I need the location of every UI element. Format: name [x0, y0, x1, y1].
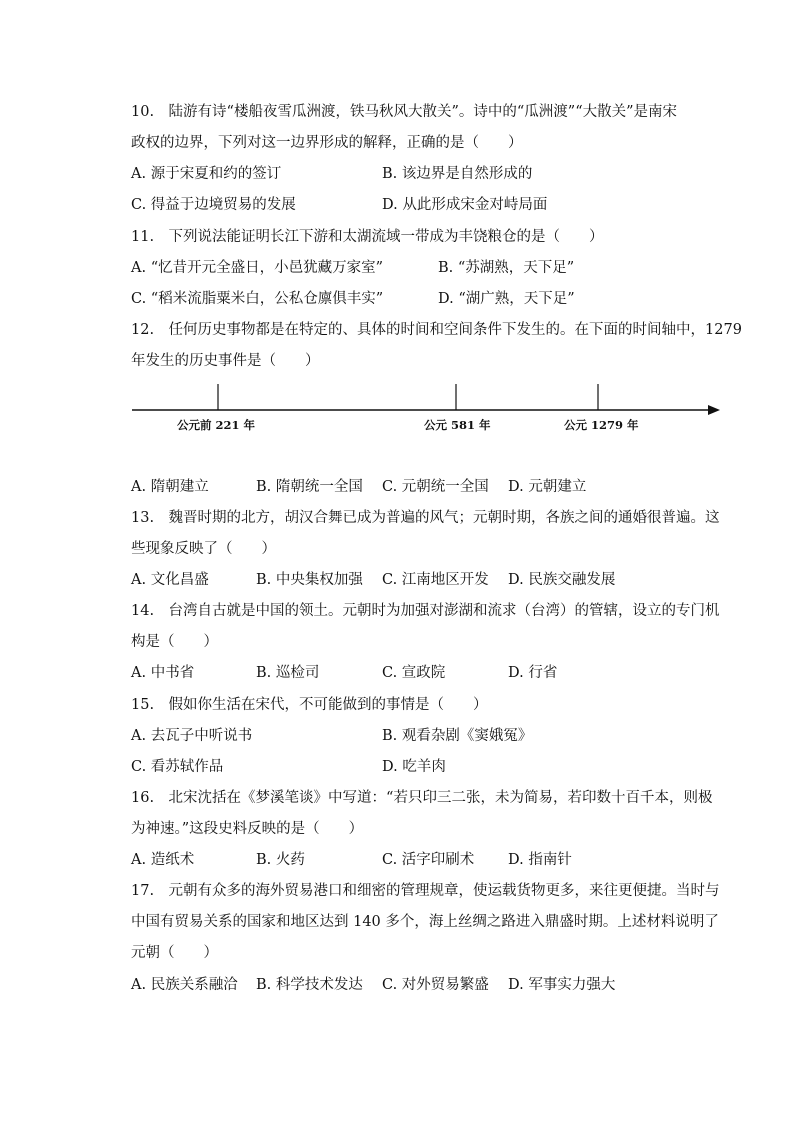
question-15-option-a: A. 去瓦子中听说书	[131, 728, 253, 744]
question-10-line-1: 10. 陆游有诗“楼船夜雪瓜洲渡，铁马秋风大散关”。诗中的“瓜洲渡”“大散关”是南宋	[131, 104, 678, 120]
question-16-option-d: D. 指南针	[508, 852, 572, 868]
question-16-option-c: C. 活字印刷术	[382, 852, 475, 868]
question-14-option-b: B. 巡检司	[256, 665, 320, 681]
question-12-line-1: 12. 任何历史事物都是在特定的、具体的时间和空间条件下发生的。在下面的时间轴中，1279	[131, 322, 742, 338]
question-10-option-a: A. 源于宋夏和约的签订	[131, 166, 282, 182]
question-16-line-1: 16. 北宋沈括在《梦溪笔谈》中写道：“若只印三二张，未为简易，若印数十百千本，则极	[131, 790, 713, 806]
question-17-option-d: D. 军事实力强大	[508, 977, 616, 993]
question-11-option-c: C. “稻米流脂粟米白，公私仓廪俱丰实”	[131, 291, 384, 307]
question-16-option-a: A. 造纸术	[131, 852, 195, 868]
question-11-option-d: D. “湖广熟，天下足”	[438, 291, 575, 307]
question-12-line-2: 年发生的历史事件是（ ）	[131, 353, 320, 369]
question-16-option-b: B. 火药	[256, 852, 305, 868]
timeline-label-2: 公元 581 年	[424, 418, 491, 432]
question-14-line-1: 14. 台湾自古就是中国的领土。元朝时为加强对澎湖和流求（台湾）的管辖，设立的专门机	[131, 603, 720, 619]
timeline-arrow-icon	[708, 405, 720, 415]
question-10-option-c: C. 得益于边境贸易的发展	[131, 197, 296, 213]
question-15-option-d: D. 吃羊肉	[382, 759, 446, 775]
question-13-line-2: 些现象反映了（ ）	[131, 541, 276, 557]
question-15-option-c: C. 看苏轼作品	[131, 759, 224, 775]
timeline-label-1: 公元前 221 年	[177, 418, 256, 432]
question-15-option-b: B. 观看杂剧《窦娥冤》	[382, 728, 533, 744]
timeline-label-3: 公元 1279 年	[564, 418, 639, 432]
question-17-option-a: A. 民族关系融洽	[131, 977, 238, 993]
question-10-line-2: 政权的边界，下列对这一边界形成的解释，正确的是（ ）	[131, 135, 523, 151]
question-17-line-2: 中国有贸易关系的国家和地区达到 140 多个，海上丝绸之路进入鼎盛时期。上述材料说明了	[131, 914, 719, 930]
question-15-line-1: 15. 假如你生活在宋代，不可能做到的事情是（ ）	[131, 697, 488, 713]
question-14-option-c: C. 宣政院	[382, 665, 446, 681]
question-17-line-1: 17. 元朝有众多的海外贸易港口和细密的管理规章，使运载货物更多，来往更便捷。当时与	[131, 883, 720, 899]
question-14-option-d: D. 行省	[508, 665, 558, 681]
question-13-option-c: C. 江南地区开发	[382, 572, 489, 588]
question-13-option-a: A. 文化昌盛	[131, 572, 209, 588]
question-17-option-b: B. 科学技术发达	[256, 977, 363, 993]
question-10-option-d: D. 从此形成宋金对峙局面	[382, 197, 548, 213]
question-13-option-b: B. 中央集权加强	[256, 572, 363, 588]
question-13-line-1: 13. 魏晋时期的北方，胡汉合舞已成为普遍的风气；元朝时期，各族之间的通婚很普遍。这	[131, 510, 720, 526]
question-11-option-a: A. “忆昔开元全盛日，小邑犹藏万家室”	[131, 260, 384, 276]
timeline-axis	[0, 380, 794, 440]
question-13-option-d: D. 民族交融发展	[508, 572, 616, 588]
question-12-option-c: C. 元朝统一全国	[382, 479, 489, 495]
question-10-option-b: B. 该边界是自然形成的	[382, 166, 533, 182]
timeline-figure	[0, 380, 794, 440]
question-14-line-2: 构是（ ）	[131, 634, 218, 650]
question-11-option-b: B. “苏湖熟，天下足”	[438, 260, 575, 276]
question-12-option-b: B. 隋朝统一全国	[256, 479, 363, 495]
question-14-option-a: A. 中书省	[131, 665, 195, 681]
question-17-option-c: C. 对外贸易繁盛	[382, 977, 489, 993]
question-12-option-a: A. 隋朝建立	[131, 479, 209, 495]
question-16-line-2: 为神速。”这段史料反映的是（ ）	[131, 821, 364, 837]
question-12-option-d: D. 元朝建立	[508, 479, 587, 495]
question-17-line-3: 元朝（ ）	[131, 945, 218, 961]
question-11-line-1: 11. 下列说法能证明长江下游和太湖流域一带成为丰饶粮仓的是（ ）	[131, 229, 604, 245]
